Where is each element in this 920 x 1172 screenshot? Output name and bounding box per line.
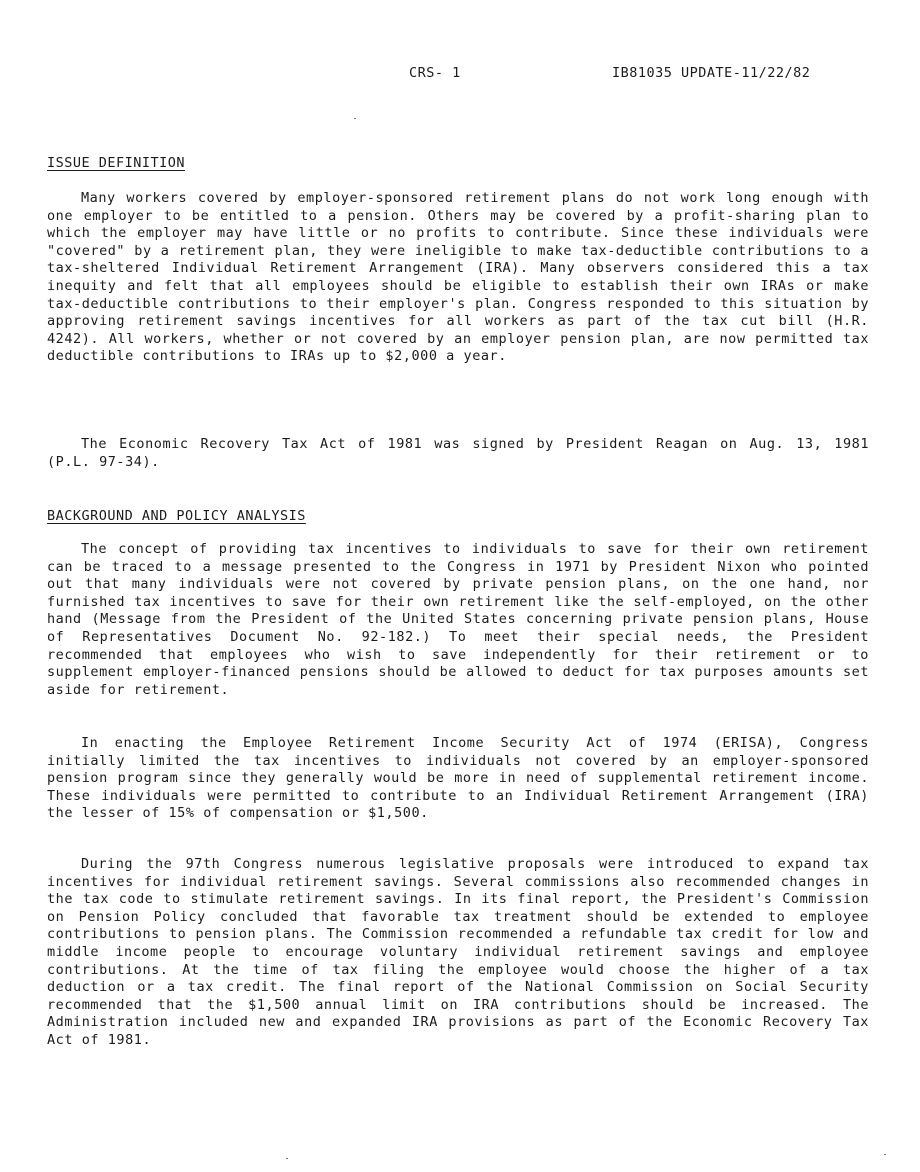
background-paragraph-1: The concept of providing tax incentives to individuals to save for their own retirement can be traced to a message presented to the Congress in 1971 by President Nixon who pointed out that many individuals were not covered by private pension plans, on the one hand, nor furnished tax incentives to save for their own retirement like the self-employed, on the other hand (Message from the President of the United States concerning private pension plans, House of Representatives Document No. 92-182.) To meet their special needs, the President recommended that employees who wish to save independently for their retirement or to supplement employer-financed pensions should be allowed to deduct for tax purposes amounts set aside for retirement.: [47, 541, 869, 698]
issue-paragraph-1: Many workers covered by employer-sponsored retirement plans do not work long enough with one employer to be entitled to a pension. Others may be covered by a profit-sharing plan to which the employer may have little or no profits to contribute. Since these individuals were "covered" by a retirement plan, they were ineligible to make tax-deductible contributions to a tax-sheltered Individual Retirement Arrangement (IRA). Many observers considered this a tax inequity and felt that all employees should be eligible to establish their own IRAs or make tax-deductible contributions to their employer's plan. Congress responded to this situation by approving retirement savings incentives for all workers as part of the tax cut bill (H.R. 4242). All workers, whether or not covered by an employer pension plan, are now permitted tax deductible contributions to IRAs up to $2,000 a year.: [47, 190, 869, 365]
background-paragraph-2: In enacting the Employee Retirement Income Security Act of 1974 (ERISA), Congress initially limited the tax incentives to individuals not covered by an employer-sponsored pension program since they generally would be more in need of supplemental retirement income. These individuals were permitted to contribute to an Individual Retirement Arrangement (IRA) the lesser of 15% of compensation or $1,500.: [47, 735, 869, 822]
issue-paragraph-2: The Economic Recovery Tax Act of 1981 was signed by President Reagan on Aug. 13, 1981 (P.L. 97-34).: [47, 436, 869, 470]
page-number-label: CRS- 1: [409, 65, 461, 81]
background-paragraph-3: During the 97th Congress numerous legislative proposals were introduced to expand tax incentives for individual retirement savings. Several commissions also recommended changes in the tax code to stimulate retirement savings. In its final report, the President's Commission on Pension Policy concluded that favorable tax treatment should be extended to employee contributions to pension plans. The Commission recommended a refundable tax credit for low and middle income people to encourage voluntary individual retirement savings and employee contributions. At the time of tax filing the employee would choose the higher of a tax deduction or a tax credit. The final report of the National Commission on Social Security recommended that the $1,500 annual limit on IRA contributions should be increased. The Administration included new and expanded IRA provisions as part of the Economic Recovery Tax Act of 1981.: [47, 856, 869, 1048]
document-id-label: IB81035 UPDATE-11/22/82: [612, 65, 811, 81]
issue-definition-heading: ISSUE DEFINITION: [47, 155, 186, 171]
scan-speck: [884, 1154, 886, 1155]
scan-speck: [354, 118, 356, 119]
scan-speck: [286, 1158, 288, 1159]
background-heading: BACKGROUND AND POLICY ANALYSIS: [47, 508, 306, 524]
